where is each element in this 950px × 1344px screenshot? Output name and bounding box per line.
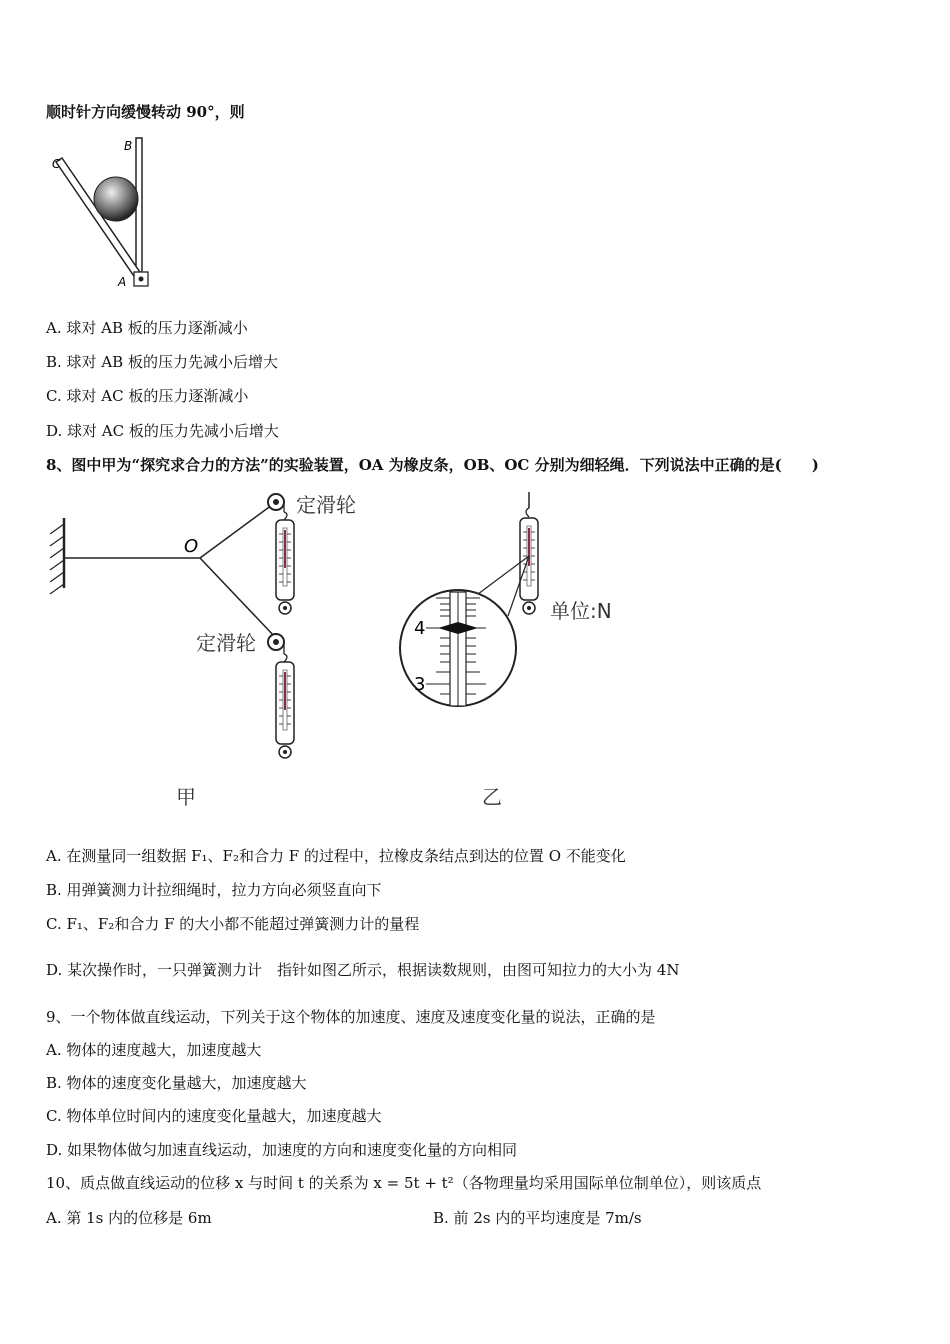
label-c: C bbox=[52, 157, 61, 171]
q9-stem: 9、一个物体做直线运动，下列关于这个物体的加速度、速度及速度变化量的说法，正确的是 bbox=[46, 1008, 656, 1026]
q7-intro: 顺时针方向缓慢转动 90°，则 bbox=[46, 103, 245, 121]
q10-stem: 10、质点做直线运动的位移 x 与时间 t 的关系为 x = 5t + t²（各物理量均采用国际单位制单位），则该质点 bbox=[46, 1174, 762, 1192]
q9-option-b: B. 物体的速度变化量越大，加速度越大 bbox=[46, 1074, 307, 1092]
q8-option-d: D. 某次操作时，一只弹簧测力计 指针如图乙所示，根据读数规则，由图可知拉力的大小为 4N bbox=[46, 961, 680, 979]
q10-option-b: B. 前 2s 内的平均速度是 7m/s bbox=[433, 1209, 642, 1227]
label-a: A bbox=[118, 275, 127, 289]
q7-figure bbox=[48, 132, 158, 292]
q7-option-d: D. 球对 AC 板的压力先减小后增大 bbox=[46, 422, 279, 440]
q8-option-b: B. 用弹簧测力计拉细绳时，拉力方向必须竖直向下 bbox=[46, 881, 382, 899]
spring-scale-top bbox=[276, 520, 294, 614]
string-ob bbox=[200, 502, 276, 558]
q9-option-c: C. 物体单位时间内的速度变化量越大，加速度越大 bbox=[46, 1107, 382, 1125]
unit-label: 单位:N bbox=[550, 599, 612, 623]
magnifier bbox=[400, 590, 516, 706]
q10-option-a: A. 第 1s 内的位移是 6m bbox=[46, 1209, 212, 1227]
caption-jia: 甲 bbox=[176, 785, 196, 809]
pulley-top-label: 定滑轮 bbox=[296, 493, 356, 517]
q7-option-c: C. 球对 AC 板的压力逐渐减小 bbox=[46, 387, 249, 405]
q8-option-a: A. 在测量同一组数据 F₁、F₂和合力 F 的过程中，拉橡皮条结点到达的位置 O 不能变化 bbox=[46, 847, 626, 865]
q8-option-c: C. F₁、F₂和合力 F 的大小都不能超过弹簧测力计的量程 bbox=[46, 915, 420, 933]
q7-option-a: A. 球对 AB 板的压力逐渐减小 bbox=[46, 319, 248, 337]
caption-yi: 乙 bbox=[482, 785, 502, 809]
board-ab bbox=[136, 138, 142, 280]
label-o: O bbox=[184, 536, 199, 557]
scale-3: 3 bbox=[414, 674, 426, 695]
scale-4: 4 bbox=[414, 618, 426, 639]
ball bbox=[94, 177, 138, 221]
spring-scale-yi bbox=[520, 518, 538, 614]
pulley-bottom-label: 定滑轮 bbox=[196, 631, 256, 655]
q8-figure bbox=[40, 488, 640, 818]
q9-option-d: D. 如果物体做匀加速直线运动，加速度的方向和速度变化量的方向相同 bbox=[46, 1141, 518, 1159]
q7-option-b: B. 球对 AB 板的压力先减小后增大 bbox=[46, 353, 278, 371]
string-oc bbox=[200, 558, 276, 638]
label-b: B bbox=[124, 139, 133, 153]
q8-stem: 8、图中甲为“探究求合力的方法”的实验装置，OA 为橡皮条，OB、OC 分别为细轻绳．下列说法中正确的是( ) bbox=[46, 456, 819, 474]
q9-option-a: A. 物体的速度越大，加速度越大 bbox=[46, 1041, 262, 1059]
board-ac bbox=[56, 158, 144, 282]
spring-scale-bottom bbox=[276, 662, 294, 758]
